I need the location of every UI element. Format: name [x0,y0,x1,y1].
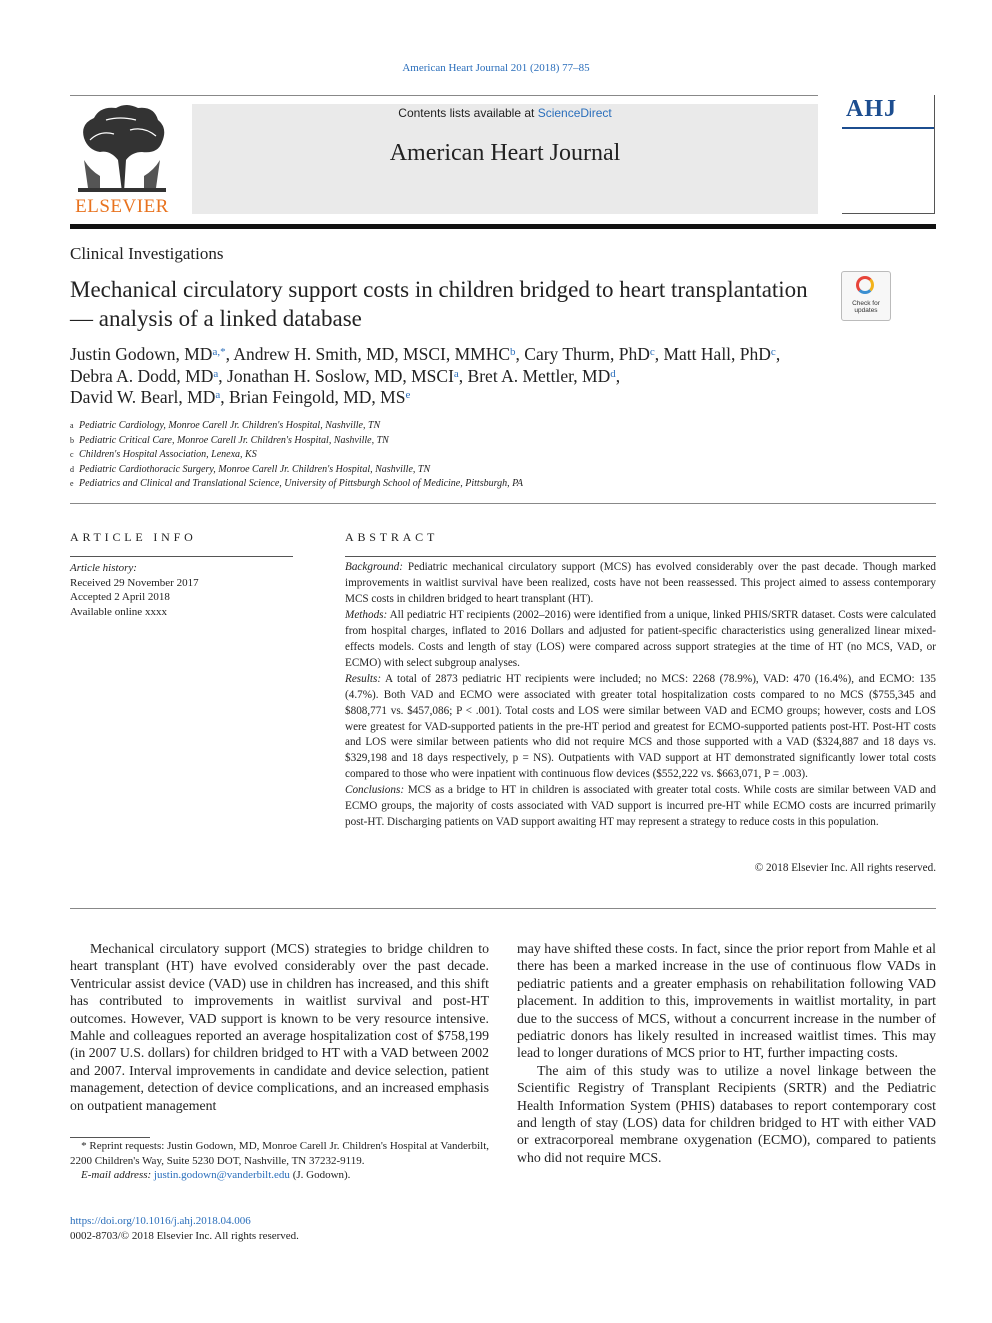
contents-prefix: Contents lists available at [398,106,538,120]
journal-citation-link[interactable]: American Heart Journal 201 (2018) 77–85 [402,62,590,74]
accepted-date: Accepted 2 April 2018 [70,591,170,603]
author-name: Andrew H. Smith, MD, MSCI, MMHC [233,344,511,364]
author-list [70,344,930,409]
author-name: Matt Hall, PhD [663,344,771,364]
background-text: Pediatric mechanical circulatory support (MCS) has evolved considerably over the past decade. Though marked improvements in waitlist survival have been realized, costs have not been reassessed. This project aimed to assess contemporary MCS costs in children bridged to heart transplant (HT). [345,561,937,605]
section-divider [70,503,936,504]
author-name: David W. Bearl, MD [70,387,216,407]
results-label: Results: [345,672,382,685]
affiliation-text: Children's Hospital Association, Lenexa, KS [79,449,257,460]
affiliation-item [70,448,930,463]
article-title: Mechanical circulatory support costs in children bridged to heart transplantation — analysis of a linked database [70,277,808,331]
affiliation-text: Pediatrics and Clinical and Translational Science, University of Pittsburgh School of Medicine, Pittsburgh, PA [79,478,524,489]
author-name: Cary Thurm, PhD [524,344,650,364]
results-text: A total of 2873 pediatric HT recipients were included; no MCS: 2268 (78.9%), VAD: 470 (16.4%), and ECMO: 135 (4.7%). Both VAD and ECMO were associated with greater total hospitalization costs compared to no MCS ($755,345 and $808,771 vs. $457,086; P < .001). Total costs and LOS were similar between VAD and ECMO groups; however, costs and LOS were greatest for VAD-supported patients in the pre-HT period and greatest for ECMO-supported patients post-HT. Post-HT costs and LOS were similar between patients who did not require MCS and those supported with a VAD ($324,887 and 18 days vs. $329,198 and 18 days respectively, p = NS). Outpatients with VAD support at HT demonstrated significantly lower total costs compared to those who were inpatient with continuous flow devices ($552,222 vs. $663,071, P = .003). [345,672,936,781]
received-date: Received 29 November 2017 [70,576,199,589]
author-name: Debra A. Dodd, MD [70,365,214,386]
abstract-rule [345,556,936,557]
abstract-body [345,560,936,831]
footnote-rule [70,1137,150,1138]
author-separator: , [225,344,234,364]
abstract-background [345,560,936,608]
conclusions-text: MCS as a bridge to HT in children is associated with greater total costs. While costs are similar between VAD and ECMO groups, the majority of costs associated with VAD support is incurred pre-HT while ECMO costs are incurred primarily post-HT. Discharging patients on VAD support awaiting HT may represent a strategy to reduce costs in this population. [345,784,937,829]
check-for-updates-button[interactable] [841,271,891,321]
author-name: Justin Godown, MD [70,344,213,364]
abstract-methods [345,608,936,672]
email-footnote [70,1168,489,1183]
footnotes [70,1139,489,1183]
author-affiliation-mark[interactable]: c [770,346,776,358]
author-separator: , [654,344,664,364]
issn-copyright: 0002-8703/© 2018 Elsevier Inc. All rights reserved. [70,1230,299,1242]
ahj-logo-rule [842,127,934,129]
abstract-heading: ABSTRACT [345,530,439,544]
methods-text: All pediatric HT recipients (2002–2016) were identified from a unique, linked PHIS/SRTR dataset. Costs were calculated from hospital charges, inflated to 2016 Dollars and adjusted for patient-specific characteristics using generalized linear mixed-effects models. Costs and length of stay (LOS) were compared across support strategies at the time of HT (no MCS, VAD, or ECMO) with select subgroup analyses. [345,608,937,669]
affiliation-item [70,419,930,434]
body-column-left [70,940,489,1114]
author-affiliation-mark[interactable]: a [453,367,459,380]
affiliation-mark: c [70,450,74,459]
affiliation-item [70,477,930,492]
author-affiliation-mark[interactable]: a [215,389,221,401]
abstract-conclusions [345,783,936,831]
background-label: Background: [345,561,403,573]
affiliation-list [70,419,930,492]
affiliation-item [70,434,930,449]
affiliation-mark: e [70,479,74,488]
online-date: Available online xxxx [70,605,167,618]
author-affiliation-mark[interactable]: d [610,367,616,380]
author-name: Brian Feingold, MD, MS [228,387,406,407]
author-separator: , [515,344,525,364]
masthead-thick-rule [70,224,936,229]
author-separator: , [220,387,229,407]
abstract-copyright: © 2018 Elsevier Inc. All rights reserved. [754,862,936,874]
article-info-heading: ARTICLE INFO [70,530,197,544]
author-affiliation-mark[interactable]: a [213,367,219,380]
reprint-text: Reprint requests: Justin Godown, MD, Monroe Carell Jr. Children's Hospital at Vanderbilt, 2200 Children's Way, Suite 5230 DOT, Nashville, TN 37232-9119. [70,1140,490,1167]
body-divider [70,908,936,909]
author-separator: , [775,344,781,364]
author-affiliation-mark[interactable]: e [405,389,411,401]
abstract-results [345,672,936,784]
article-history [70,561,300,619]
section-label: Clinical Investigations [70,244,224,263]
ahj-logo: AHJ [846,96,897,122]
author-affiliation-mark[interactable]: a,* [212,346,226,358]
body-paragraph: The aim of this study was to utilize a novel linkage between the Scientific Registry of Transplant Recipients (SRTR) and the Pediatric Health Information System (PHIS) databases to report contemporary cost and length of stay (LOS) data for children bridged to HT with either VAD or extracorporeal membrane oxygenation (ECMO), compared to patients who did not require MCS. [517,1062,936,1165]
affiliation-mark: d [70,464,74,474]
affiliation-item [70,463,930,478]
body-column-right [517,940,936,1166]
email-link[interactable]: justin.godown@vanderbilt.edu [153,1169,290,1181]
affiliation-mark: a [70,421,74,430]
author-name: Bret A. Mettler, MD [467,365,611,386]
journal-name: American Heart Journal [389,140,621,166]
email-label: E-mail address: [81,1169,152,1181]
reprint-footnote: * Reprint requests: Justin Godown, MD, Monroe Carell Jr. Children's Hospital at Vanderbilt, 2200 Children's Way, Suite 5230 DOT, Nashville, TN 37232-9119. [70,1140,490,1167]
masthead-rule [70,95,818,96]
doi-link[interactable]: https://doi.org/10.1016/j.ahj.2018.04.006 [70,1215,251,1227]
conclusions-label: Conclusions: [345,784,405,797]
affiliation-text: Pediatric Cardiothoracic Surgery, Monroe Carell Jr. Children's Hospital, Nashville, TN [79,463,431,475]
author-name: Jonathan H. Soslow, MD, MSCI [227,365,454,386]
check-updates-icon [856,276,874,294]
affiliation-mark: b [70,435,74,445]
article-info-rule [70,556,293,557]
author-separator: , [218,365,228,386]
affiliation-text: Pediatric Cardiology, Monroe Carell Jr. Children's Hospital, Nashville, TN [79,420,381,431]
elsevier-wordmark: ELSEVIER [75,196,169,217]
body-paragraph: Mechanical circulatory support (MCS) strategies to bridge children to heart transplant (HT) have evolved considerably over the past decade. Ventricular assist device (VAD) use in children has increased, and this shift has contributed to improvements in waitlist survival and post-HT outcomes. However, VAD support is known to be very resource intensive. Mahle and colleagues reported an average hospitalization cost of $758,199 (in 2007 U.S. dollars) for children bridged to HT with a VAD between 2002 and 2007. Interval improvements in candidate and device selection, patient management, detection of device complications, and an increased emphasis on outpatient management [70,941,489,1113]
article-history-label: Article history: [70,562,137,574]
affiliation-text: Pediatric Critical Care, Monroe Carell Jr. Children's Hospital, Nashville, TN [79,434,389,446]
author-separator: , [458,365,468,386]
contents-line [192,106,818,120]
methods-label: Methods: [345,608,388,621]
author-affiliation-mark[interactable]: b [510,346,516,358]
sciencedirect-link[interactable]: ScienceDirect [537,106,612,120]
author-affiliation-mark[interactable]: c [649,346,655,358]
author-separator: , [615,365,621,386]
body-paragraph: may have shifted these costs. In fact, since the prior report from Mahle et al there has been a marked increase in the use of continuous flow VADs in pediatric patients and a greater emphasis on rehabilitation following VAD placement. In addition to this, improvements in waitlist mortality, in part due to the success of MCS, without a concurrent increase in the number of pediatric donors has likely resulted in increased waitlist times. This may lead to longer durations of MCS prior to HT, further impacting costs. [517,941,936,1061]
check-updates-label: Check for updates [852,300,880,314]
email-suffix: (J. Godown). [292,1169,351,1181]
